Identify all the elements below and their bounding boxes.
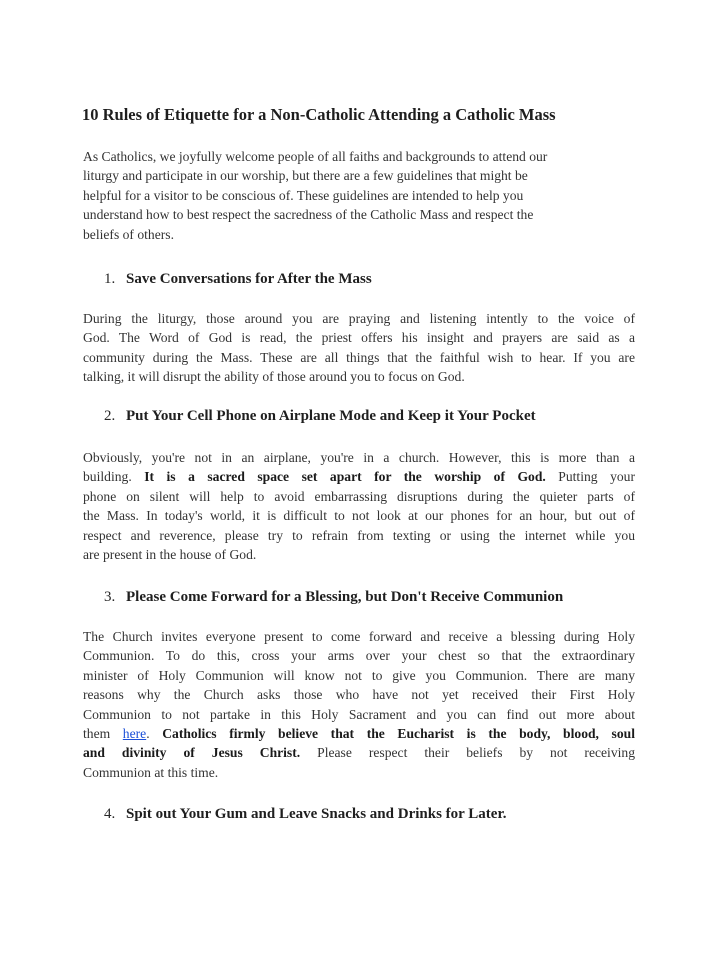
rule-3-paragraph	[83, 627, 635, 782]
paragraph-line: respect and reverence, please try to refrain from texting or using the internet while you	[83, 527, 635, 543]
rule-3-heading	[104, 589, 664, 606]
rule-number: 3.	[104, 589, 116, 605]
paragraph-line	[83, 743, 635, 762]
rule-2-heading	[104, 408, 664, 425]
paragraph-line: the Mass. In today's world, it is difficult to not look at our phones for an hour, but out of	[83, 508, 635, 524]
paragraph-line: Communion to not partake in this Holy Sacrament and you can find out more about	[83, 706, 635, 722]
rule-heading-text: Please Come Forward for a Blessing, but Don't Receive Communion	[126, 589, 564, 605]
rule-1-paragraph	[83, 309, 635, 387]
rule-number: 2.	[104, 408, 116, 424]
paragraph-line: During the liturgy, those around you are praying and listening intently to the voice of	[83, 311, 635, 326]
here-link[interactable]: here	[122, 726, 147, 742]
rule-2-paragraph	[83, 448, 635, 564]
paragraph-line: God. The Word of God is read, the priest offers his insight and prayers are said as a	[83, 330, 635, 346]
plain-text: Please respect their beliefs by not receiving	[300, 745, 635, 761]
paragraph-line: community during the Mass. These are all things that the faithful wish to hear. If you are	[83, 349, 635, 365]
rule-number: 4.	[104, 806, 116, 822]
intro-line: helpful for a visitor to be conscious of. These guidelines are intended to help you	[83, 187, 524, 203]
plain-text: them	[83, 726, 123, 742]
bold-emphasis: and divinity of Jesus Christ.	[83, 745, 301, 761]
intro-line: As Catholics, we joyfully welcome people of all faiths and backgrounds to attend our	[83, 149, 548, 164]
plain-text: Putting your	[545, 469, 635, 485]
intro-line: beliefs of others.	[83, 226, 174, 242]
paragraph-line: phone on silent will help to avoid embarrassing disruptions during the quieter parts of	[83, 488, 635, 504]
paragraph-line	[83, 467, 635, 486]
document-title: 10 Rules of Etiquette for a Non-Catholic Attending a Catholic Mass	[82, 105, 556, 124]
rule-heading-text: Put Your Cell Phone on Airplane Mode and Keep it Your Pocket	[126, 408, 536, 424]
paragraph-line	[83, 724, 635, 743]
bold-emphasis: Catholics firmly believe that the Eucharist is the body, blood, soul	[162, 726, 635, 742]
paragraph-line: are present in the house of God.	[83, 547, 257, 563]
paragraph-line: The Church invites everyone present to come forward and receive a blessing during Holy	[83, 629, 635, 644]
intro-line: liturgy and participate in our worship, but there are a few guidelines that might be	[83, 168, 528, 184]
bold-emphasis: It is a sacred space set apart for the worship of God.	[144, 469, 546, 485]
rule-1-heading	[104, 271, 664, 288]
paragraph-line: reasons why the Church asks those who have not yet received their First Holy	[83, 687, 635, 703]
intro-line: understand how to best respect the sacredness of the Catholic Mass and respect the	[83, 207, 534, 223]
rule-number: 1.	[104, 271, 116, 287]
intro-paragraph	[83, 147, 635, 244]
plain-text: .	[146, 726, 163, 742]
paragraph-line: Communion at this time.	[83, 764, 219, 780]
paragraph-line: Obviously, you're not in an airplane, you're in a church. However, this is more than a	[83, 450, 635, 465]
paragraph-line: Communion. To do this, cross your arms over your chest so that the extraordinary	[83, 648, 635, 664]
paragraph-line: talking, it will disrupt the ability of those around you to focus on God.	[83, 369, 465, 385]
plain-text: building.	[83, 469, 145, 485]
rule-heading-text: Save Conversations for After the Mass	[126, 271, 372, 287]
rule-4-heading	[104, 806, 664, 823]
rule-heading-text: Spit out Your Gum and Leave Snacks and Drinks for Later.	[126, 806, 507, 822]
paragraph-line: minister of Holy Communion will know not to give you Communion. There are many	[83, 667, 635, 683]
